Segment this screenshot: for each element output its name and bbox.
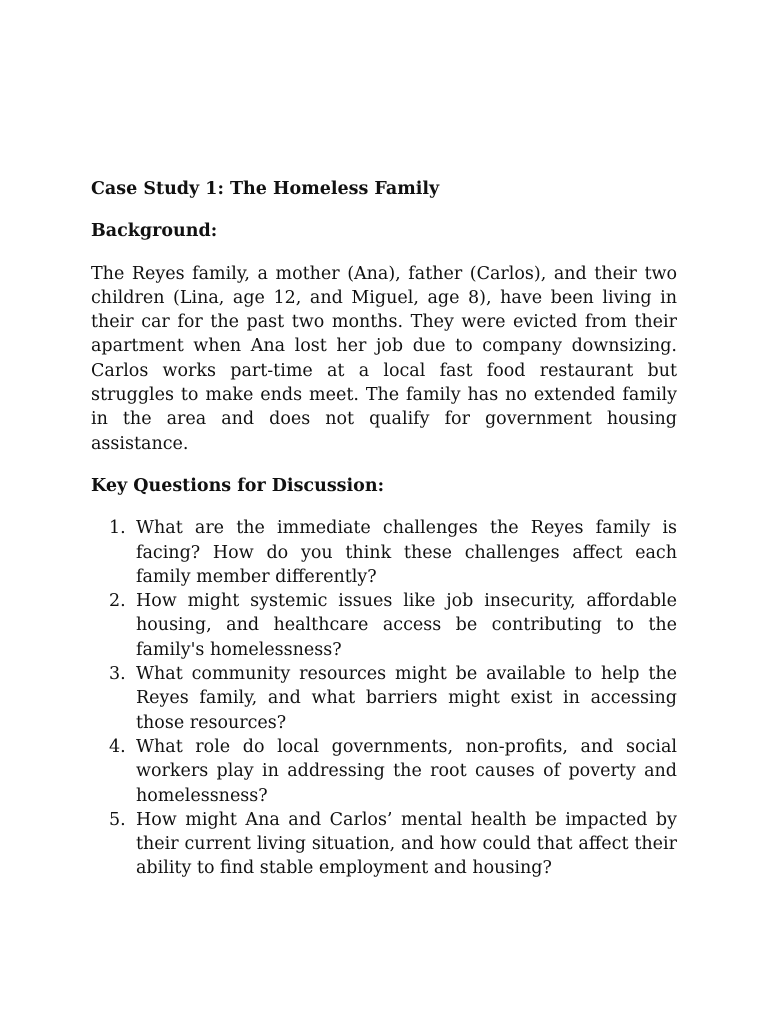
question-number: 4. xyxy=(109,736,126,757)
document-page xyxy=(91,177,677,881)
questions-heading: Key Questions for Discussion: xyxy=(91,475,385,496)
question-text: What are the immediate challenges the Reyes family is facing? How do you think these challenges affect each family member differently? xyxy=(136,518,677,587)
question-number: 3. xyxy=(109,664,126,685)
question-number: 1. xyxy=(109,518,126,539)
question-text: How might systemic issues like job insecurity, affordable housing, and healthcare access be contributing to the family's homelessness? xyxy=(136,591,677,660)
background-heading: Background: xyxy=(91,221,218,242)
question-item-1 xyxy=(91,516,677,589)
background-paragraph: The Reyes family, a mother (Ana), father (Carlos), and their two children (Lina, age 12, and Miguel, age 8), have been living in their car for the past two months. They were evicted from their apartment when Ana lost her job due to company downsizing. Carlos works part-time at a local fast food restaurant but struggles to make ends meet. The family has no extended family in the area and does not qualify for government housing assistance. xyxy=(91,263,677,454)
question-item-4 xyxy=(91,735,677,808)
question-item-5 xyxy=(91,808,677,881)
question-item-2 xyxy=(91,589,677,662)
question-text: How might Ana and Carlos’ mental health be impacted by their current living situation, and how could that affect their ability to find stable employment and housing? xyxy=(136,809,677,879)
questions-list xyxy=(91,516,677,880)
case-study-title: Case Study 1: The Homeless Family xyxy=(91,179,440,199)
question-number: 2. xyxy=(109,591,126,612)
question-text: What community resources might be available to help the Reyes family, and what barriers might exist in accessing those resources? xyxy=(136,664,677,733)
question-number: 5. xyxy=(109,809,126,830)
question-item-3 xyxy=(91,662,677,735)
question-text: What role do local governments, non-profits, and social workers play in addressing the root causes of poverty and homelessness? xyxy=(136,736,677,806)
